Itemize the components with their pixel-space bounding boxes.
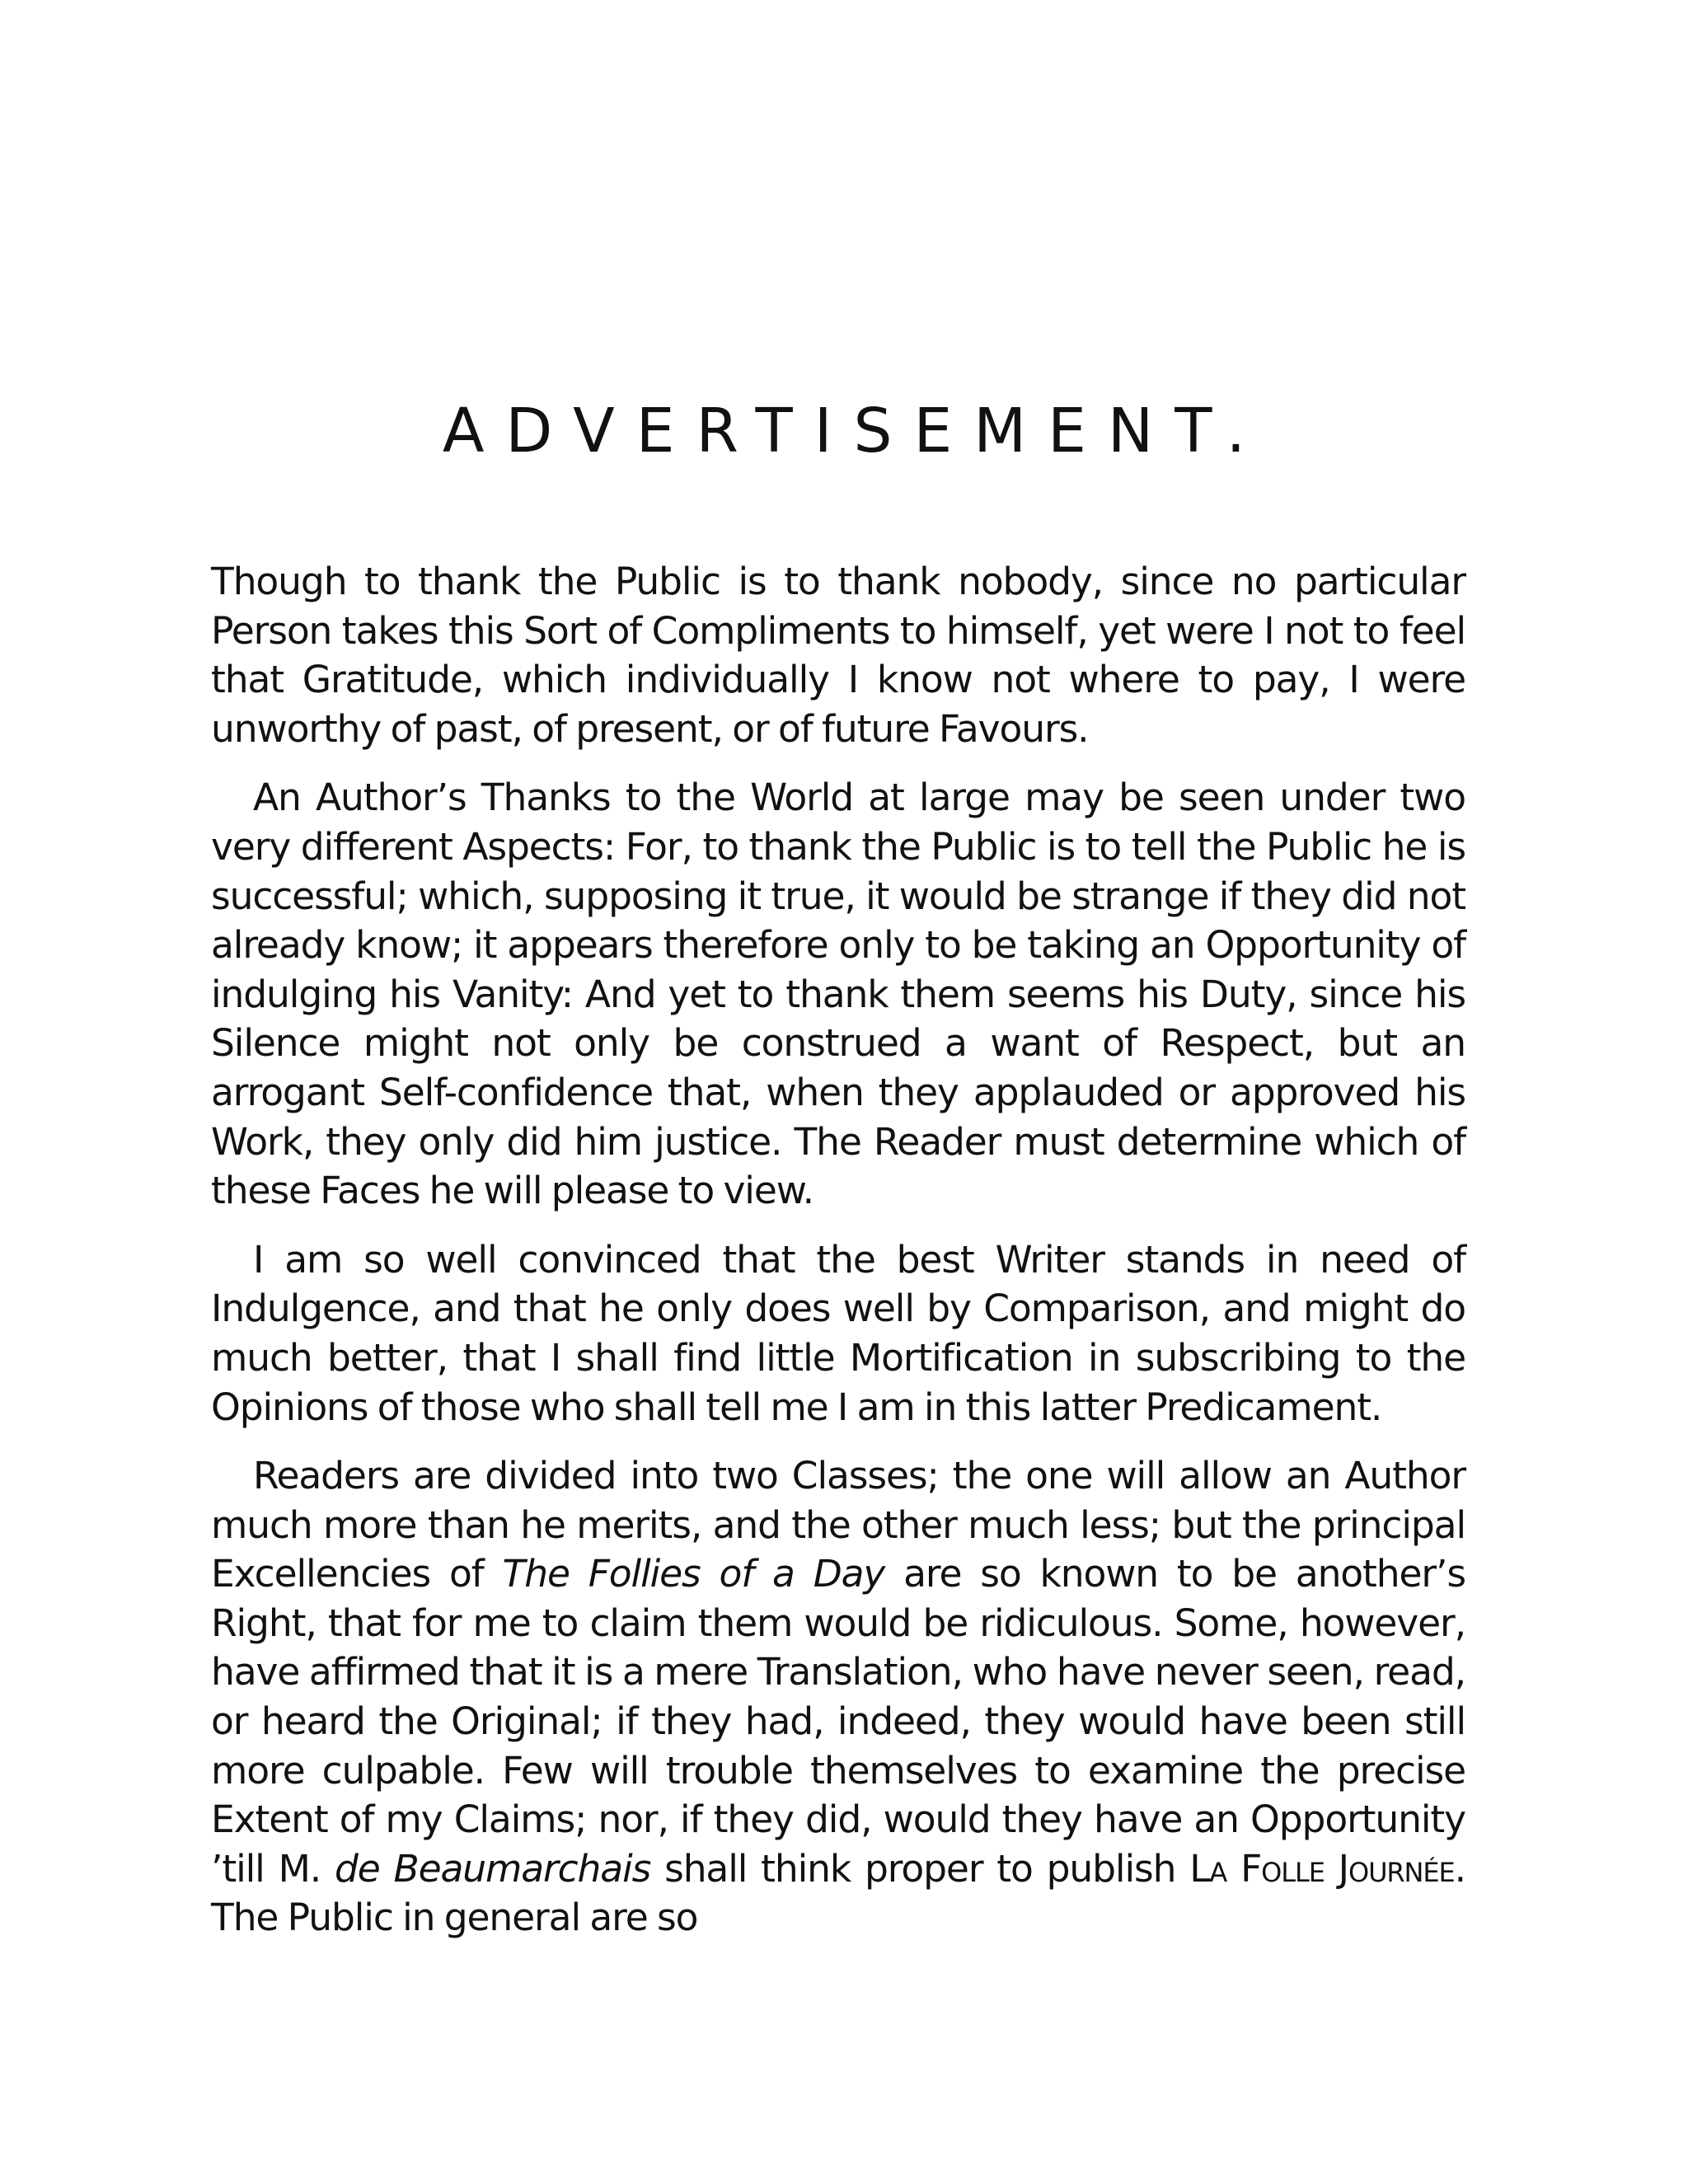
paragraph-4-text-1: Readers are divided into two Classes; the one will allow an Author much more than he merits, and the other much less; but the principal Excellencies of: [211, 1454, 1465, 1596]
play-title-italic: The Follies of a Day: [502, 1552, 885, 1596]
author-name-italic: de Beaumarchais: [334, 1846, 651, 1891]
paragraph-4-text-4: . The Public in general are so: [211, 1846, 1465, 1940]
paragraph-4: [211, 1451, 1465, 1943]
page-title: ADVERTISEMENT.: [442, 396, 1268, 466]
body-text: [211, 557, 1465, 1962]
paragraph-4-text-2: are so known to be another’s Right, that for me to claim them would be ridiculous. Some, however, have affirmed that it is a mere Translation, who have never seen, read, or heard the Original; if they had, indeed, they would have been still more culpable. Few will trouble themselves to examine the precise Extent of my Claims; nor, if they did, would they have an Opportunity ’till M.: [211, 1552, 1465, 1891]
original-title-smallcaps: La Folle Journée: [1189, 1846, 1455, 1891]
paragraph-1: Though to thank the Public is to thank nobody, since no particular Person takes this Sort of Compliments to himself, yet were I not to feel that Gratitude, which individually I know not where to pay, I were unworthy of past, of present, or of future Favours.: [211, 560, 1465, 751]
paragraph-3: I am so well convinced that the best Writer stands in need of Indulgence, and that he only does well by Comparison, and might do much better, that I shall find little Mortification in subscribing to the Opinions of those who shall tell me I am in this latter Predicament.: [211, 1237, 1465, 1429]
paragraph-4-text-3: shall think proper to publish: [650, 1846, 1190, 1891]
paragraph-2: An Author’s Thanks to the World at large may be seen under two very different Aspects: For, to thank the Public is to tell the Public he is successful; which, supposing it true, it would be strange if they did not already know; it appears therefore only to be taking an Opportunity of indulging his Vanity: And yet to thank them seems his Duty, since his Silence might not only be construed a want of Respect, but an arrogant Self-confidence that, when they applauded or approved his Work, they only did him justice. The Reader must determine which of these Faces he will please to view.: [211, 776, 1465, 1213]
